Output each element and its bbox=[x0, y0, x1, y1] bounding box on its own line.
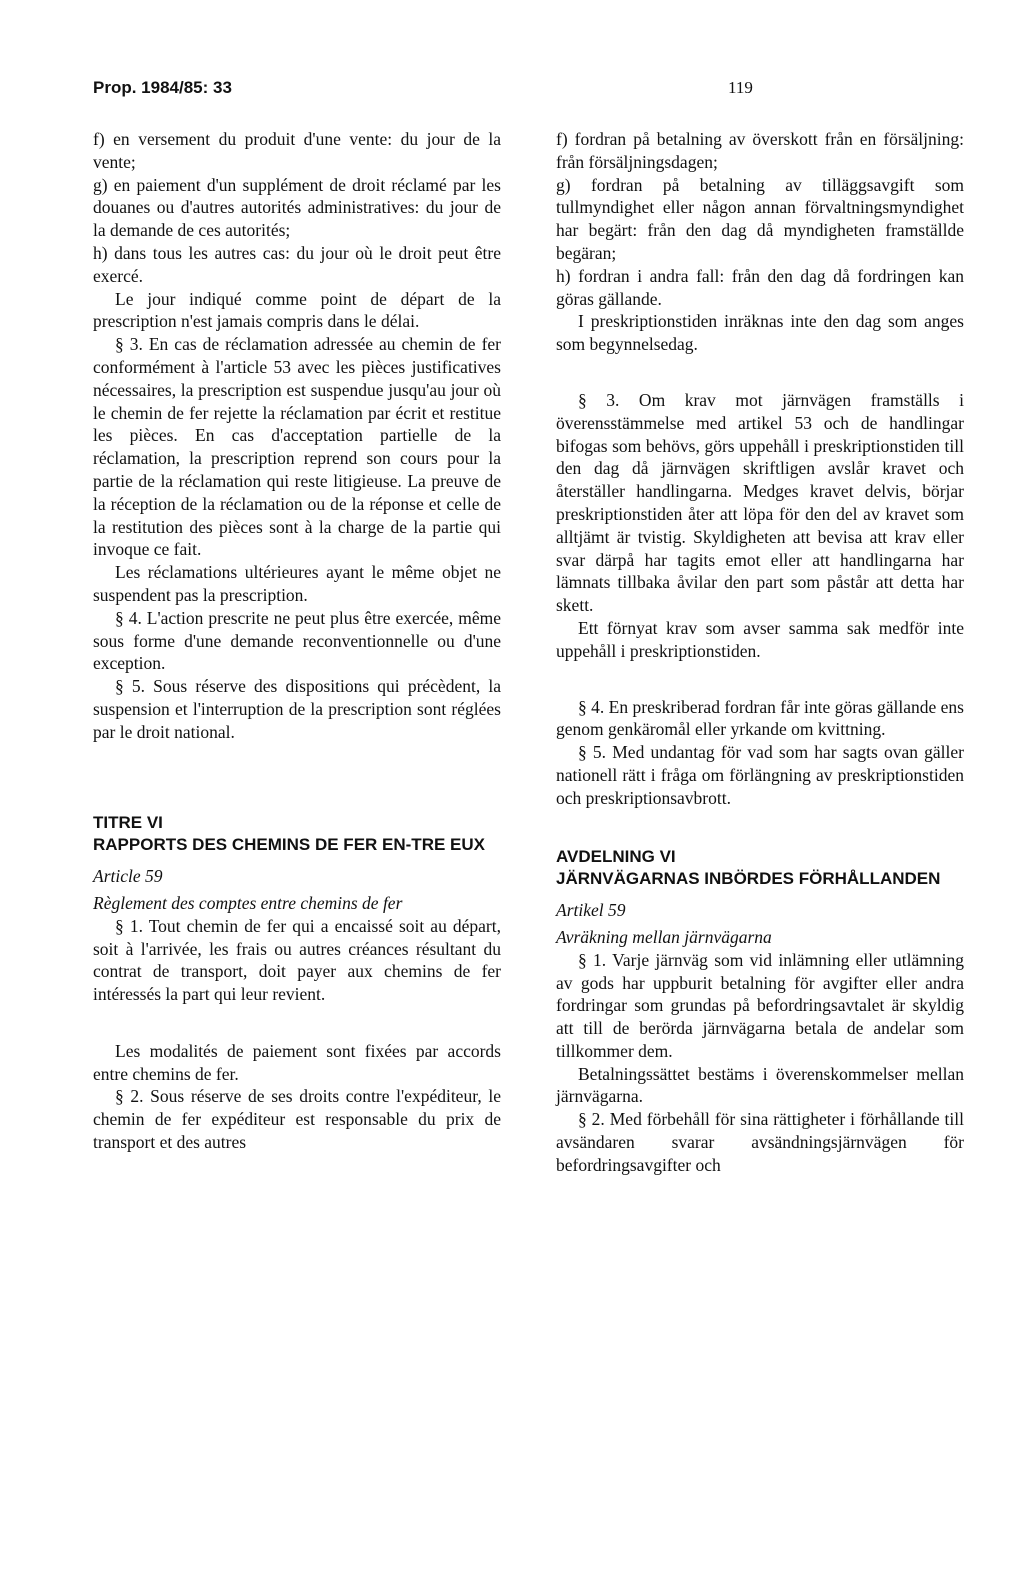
page-number: 119 bbox=[728, 78, 753, 97]
fr-paragraph-g: g) en paiement d'un supplément de droit réclamé par les douanes ou d'autres autorités administratives: du jour de la demande de ces autorités; bbox=[93, 174, 501, 241]
fr-article-59-section-2: § 2. Sous réserve de ses droits contre l'expéditeur, le chemin de fer expéditeur est responsable du prix de transport et des autres bbox=[93, 1086, 501, 1153]
sv-paragraph-payment: Betalningssättet bestäms i överenskommelser mellan järnvägarna. bbox=[556, 1063, 964, 1107]
sv-paragraph-start-day: I preskriptionstiden inräknas inte den dag som anges som begynnelsedag. bbox=[556, 311, 964, 355]
sv-article-title: Avräkning mellan järnvägarna bbox=[556, 926, 772, 947]
sv-article-59-section-1: § 1. Varje järnväg som vid inlämning eller utlämning av gods har uppburit betalning för avgifter eller andra fordringar som grundas på befordringsavtalet är skyldig att till de berörda järnvägarna betala de andelar som tillkommer dem. bbox=[556, 949, 964, 1061]
sv-article-59-section-2: § 2. Med förbehåll för sina rättigheter i förhållande till avsändaren svarar avsändningsjärnvägen för befordringsavgifter och bbox=[556, 1109, 964, 1175]
sv-title-text: JÄRNVÄGARNAS INBÖRDES FÖRHÅLLANDEN bbox=[556, 869, 941, 889]
fr-section-5: § 5. Sous réserve des dispositions qui précèdent, la suspension et l'interruption de la prescription sont réglées par le droit national. bbox=[93, 676, 501, 742]
fr-paragraph-start-day: Le jour indiqué comme point de départ de la prescription n'est jamais compris dans le délai. bbox=[93, 288, 501, 332]
sv-section-3: § 3. Om krav mot järnvägen framställs i överensstämmelse med artikel 53 och de handlingar bifogas som behövs, görs uppehåll i preskriptionstiden till den dag då järnvägen skriftligen avslår kravet och återställer handlingarna. Medges kravet delvis, börjar preskriptionstiden åter att löpa för den del av kravet som alltjämt är tvistig. Skyldigheten att bevisa att krav eller svar därpå har tagits emot eller att handlingarna har lämnats tillbaka åvilar den part som påstår att detta har skett. bbox=[556, 389, 964, 616]
page-header bbox=[93, 78, 765, 102]
fr-title-number: TITRE VI bbox=[93, 812, 163, 832]
fr-paragraph-f: f) en versement du produit d'une vente: du jour de la vente; bbox=[93, 129, 501, 172]
fr-paragraph-payment: Les modalités de paiement sont fixées par accords entre chemins de fer. bbox=[93, 1040, 501, 1084]
sv-paragraph-f: f) fordran på betalning av överskott från en försäljning: från försäljningsdagen; bbox=[556, 129, 964, 172]
document-reference: Prop. 1984/85: 33 bbox=[93, 78, 232, 97]
fr-section-4: § 4. L'action prescrite ne peut plus être exercée, même sous forme d'une demande reconventionnelle ou d'une exception. bbox=[93, 607, 501, 674]
fr-article-59-section-1: § 1. Tout chemin de fer qui a encaissé soit au départ, soit à l'arrivée, les frais ou autres créances résultant du contrat de transport, doit payer aux chemins de fer intéressés la part qui leur revient. bbox=[93, 915, 501, 1005]
sv-paragraph-g: g) fordran på betalning av tilläggsavgift som tullmyndighet eller någon annan förvaltningsmyndighet har begärt: från den dag då myndigheten framställde begäran; bbox=[556, 174, 964, 263]
swedish-column bbox=[556, 128, 964, 1177]
sv-paragraph-renewed-claim: Ett förnyat krav som avser samma sak medför inte uppehåll i preskriptionstiden. bbox=[556, 617, 964, 661]
fr-article-number: Article 59 bbox=[93, 866, 163, 887]
fr-section-3: § 3. En cas de réclamation adressée au chemin de fer conformément à l'article 53 avec les pièces justificatives nécessaires, la prescription est suspendue jusqu'au jour où le chemin de fer rejette la réclamation par écrit et restitue les pièces. En cas d'acceptation partielle de la réclamation, la prescription reprend son cours pour la partie de la réclamation qui reste litigieuse. La preuve de la réception de la réclamation ou de la réponse et celle de la restitution des pièces sont à la charge de la partie qui invoque ce fait. bbox=[93, 334, 501, 560]
sv-title-number: AVDELNING VI bbox=[556, 846, 676, 866]
fr-paragraph-h: h) dans tous les autres cas: du jour où le droit peut être exercé. bbox=[93, 242, 501, 286]
sv-article-number: Artikel 59 bbox=[556, 900, 626, 921]
french-column bbox=[93, 128, 501, 1154]
sv-section-5: § 5. Med undantag för vad som har sagts ovan gäller nationell rätt i fråga om förlängning av preskriptionstiden och preskriptionsavbrott. bbox=[556, 742, 964, 808]
fr-paragraph-later-claims: Les réclamations ultérieures ayant le même objet ne suspendent pas la prescription. bbox=[93, 562, 501, 605]
sv-paragraph-h: h) fordran i andra fall: från den dag då fordringen kan göras gällande. bbox=[556, 265, 964, 309]
sv-section-4: § 4. En preskriberad fordran får inte göras gällande ens genom genkäromål eller yrkande om kvittning. bbox=[556, 696, 964, 740]
fr-title-text: RAPPORTS DES CHEMINS DE FER EN-TRE EUX bbox=[93, 835, 485, 855]
fr-article-title: Règlement des comptes entre chemins de fer bbox=[93, 892, 403, 913]
